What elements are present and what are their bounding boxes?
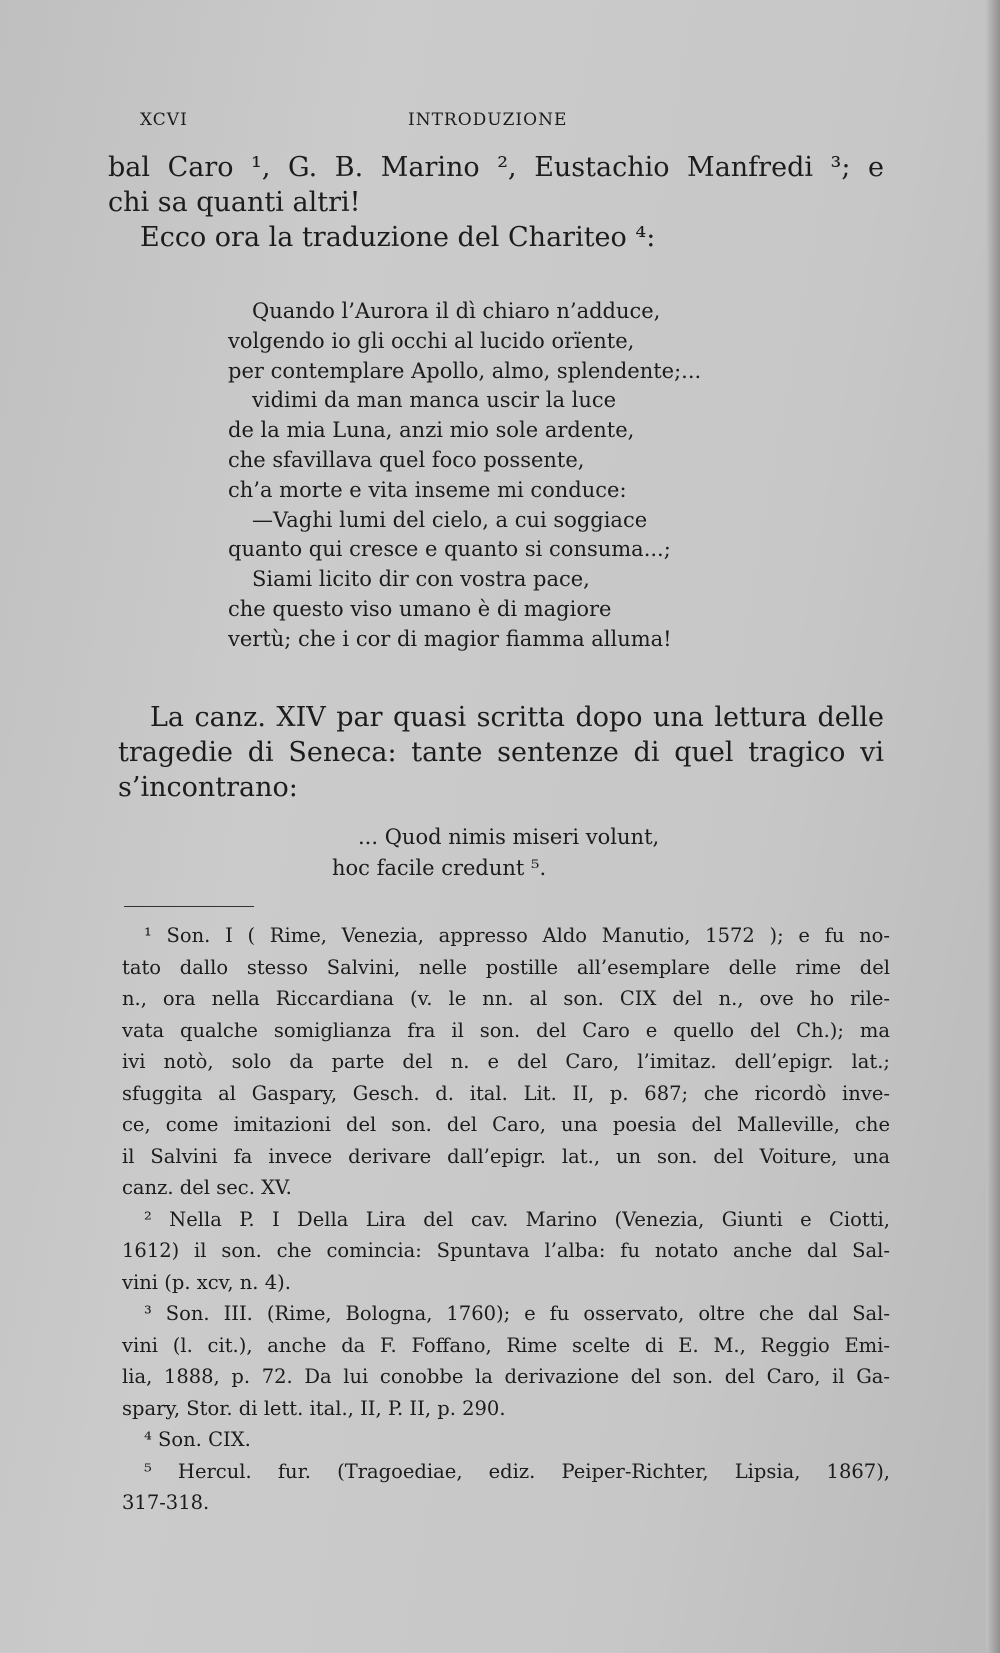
- footnote-line: vini (l. cit.), anche da F. Foffano, Rime scelte di E. M., Reggio Emi-: [122, 1333, 890, 1357]
- footnote-line: ivi notò, solo da parte del n. e del Caro, l’imitaz. dell’epigr. lat.;: [122, 1050, 890, 1073]
- footnote-line: ce, come imitazioni del son. del Caro, una poesia del Malleville, che: [122, 1113, 890, 1136]
- footnote-5: [122, 1456, 890, 1519]
- footnote-line: ⁵ Hercul. fur. (Tragoediae, ediz. Peiper-Richter, Lipsia, 1867),: [144, 1459, 890, 1483]
- poem-line: Quando l’Aurora il dì chiaro n’adduce,: [252, 299, 661, 323]
- footnote-line: ¹ Son. I ( Rime, Venezia, appresso Aldo Manutio, 1572 ); e fu no-: [144, 924, 890, 947]
- poem-line: Siami licito dir con vostra pace,: [252, 567, 590, 592]
- text-line: La canz. XIV par quasi scritta dopo una lettura delle: [150, 702, 884, 733]
- footnote-rule: [124, 906, 254, 907]
- poem-translation: [228, 297, 701, 655]
- poem-line: per contemplare Apollo, almo, splendente;...: [228, 358, 702, 383]
- footnote-line: tato dallo stesso Salvini, nelle postille all’esemplare delle rime del: [122, 955, 890, 979]
- quote-line: ... Quod nimis miseri volunt,: [358, 825, 660, 849]
- footnote-line: lia, 1888, p. 72. Da lui conobbe la derivazione del son. del Caro, il Ga-: [122, 1365, 890, 1388]
- text-line: tragedie di Seneca: tante sentenze di quel tragico vi: [118, 737, 884, 768]
- paragraph-3: [118, 700, 884, 805]
- paragraph-1: [108, 150, 884, 220]
- footnote-line: n., ora nella Riccardiana (v. le nn. al son. CIX del n., ove ho rile-: [122, 987, 890, 1010]
- poem-line: vidimi da man manca uscir la luce: [252, 388, 617, 413]
- poem-line: vertù; che i cor di magior fiamma alluma!: [228, 626, 672, 651]
- footnote-line: vata qualche somiglianza fra il son. del Caro e quello del Ch.); ma: [122, 1018, 890, 1042]
- running-title: INTRODUZIONE: [408, 110, 568, 130]
- poem-line: che questo viso umano è di magiore: [228, 596, 612, 621]
- text-line: bal Caro ¹, G. B. Marino ², Eustachio Manfredi ³; e: [108, 152, 884, 183]
- footnote-line: 1612) il son. che comincia: Spuntava l’alba: fu notato anche dal Sal-: [122, 1239, 890, 1262]
- footnote-line: 317-318.: [122, 1491, 210, 1514]
- footnote-3: [122, 1298, 890, 1424]
- quote-line: hoc facile credunt ⁵.: [332, 856, 547, 880]
- seneca-quote: [332, 822, 659, 884]
- text-line: s’incontrano:: [118, 772, 298, 803]
- poem-line: —Vaghi lumi del cielo, a cui soggiace: [252, 507, 648, 532]
- footnote-line: ³ Son. III. (Rime, Bologna, 1760); e fu osservato, oltre che dal Sal-: [144, 1302, 890, 1325]
- poem-line: volgendo io gli occhi al lucido orïente,: [228, 328, 635, 353]
- poem-line: ch’a morte e vita inseme mi conduce:: [228, 477, 627, 502]
- footnote-line: ⁴ Son. CIX.: [144, 1428, 251, 1451]
- footnote-line: vini (p. xcv, n. 4).: [122, 1270, 291, 1294]
- footnote-line: ² Nella P. I Della Lira del cav. Marino (Venezia, Giunti e Ciotti,: [144, 1207, 890, 1231]
- page-number: XCVI: [140, 110, 188, 130]
- poem-line: quanto qui cresce e quanto si consuma...;: [228, 537, 671, 562]
- footnote-line: canz. del sec. XV.: [122, 1176, 292, 1199]
- footnote-line: il Salvini fa invece derivare dall’epigr. lat., un son. del Voiture, una: [122, 1144, 890, 1168]
- footnote-2: [122, 1204, 890, 1299]
- footnote-line: spary, Stor. di lett. ital., II, P. II, p. 290.: [122, 1396, 506, 1420]
- text-line: chi sa quanti altri!: [108, 187, 361, 218]
- footnote-line: sfuggita al Gaspary, Gesch. d. ital. Lit. II, p. 687; che ricordò inve-: [122, 1081, 890, 1105]
- footnotes: [122, 920, 890, 1519]
- footnote-1: [122, 920, 890, 1204]
- paragraph-2: Ecco ora la traduzione del Chariteo ⁴:: [140, 222, 656, 253]
- footnote-4: [122, 1424, 890, 1456]
- poem-line: de la mia Luna, anzi mio sole ardente,: [228, 418, 635, 443]
- page-edge: [986, 0, 1000, 1653]
- poem-line: che sfavillava quel foco possente,: [228, 447, 585, 472]
